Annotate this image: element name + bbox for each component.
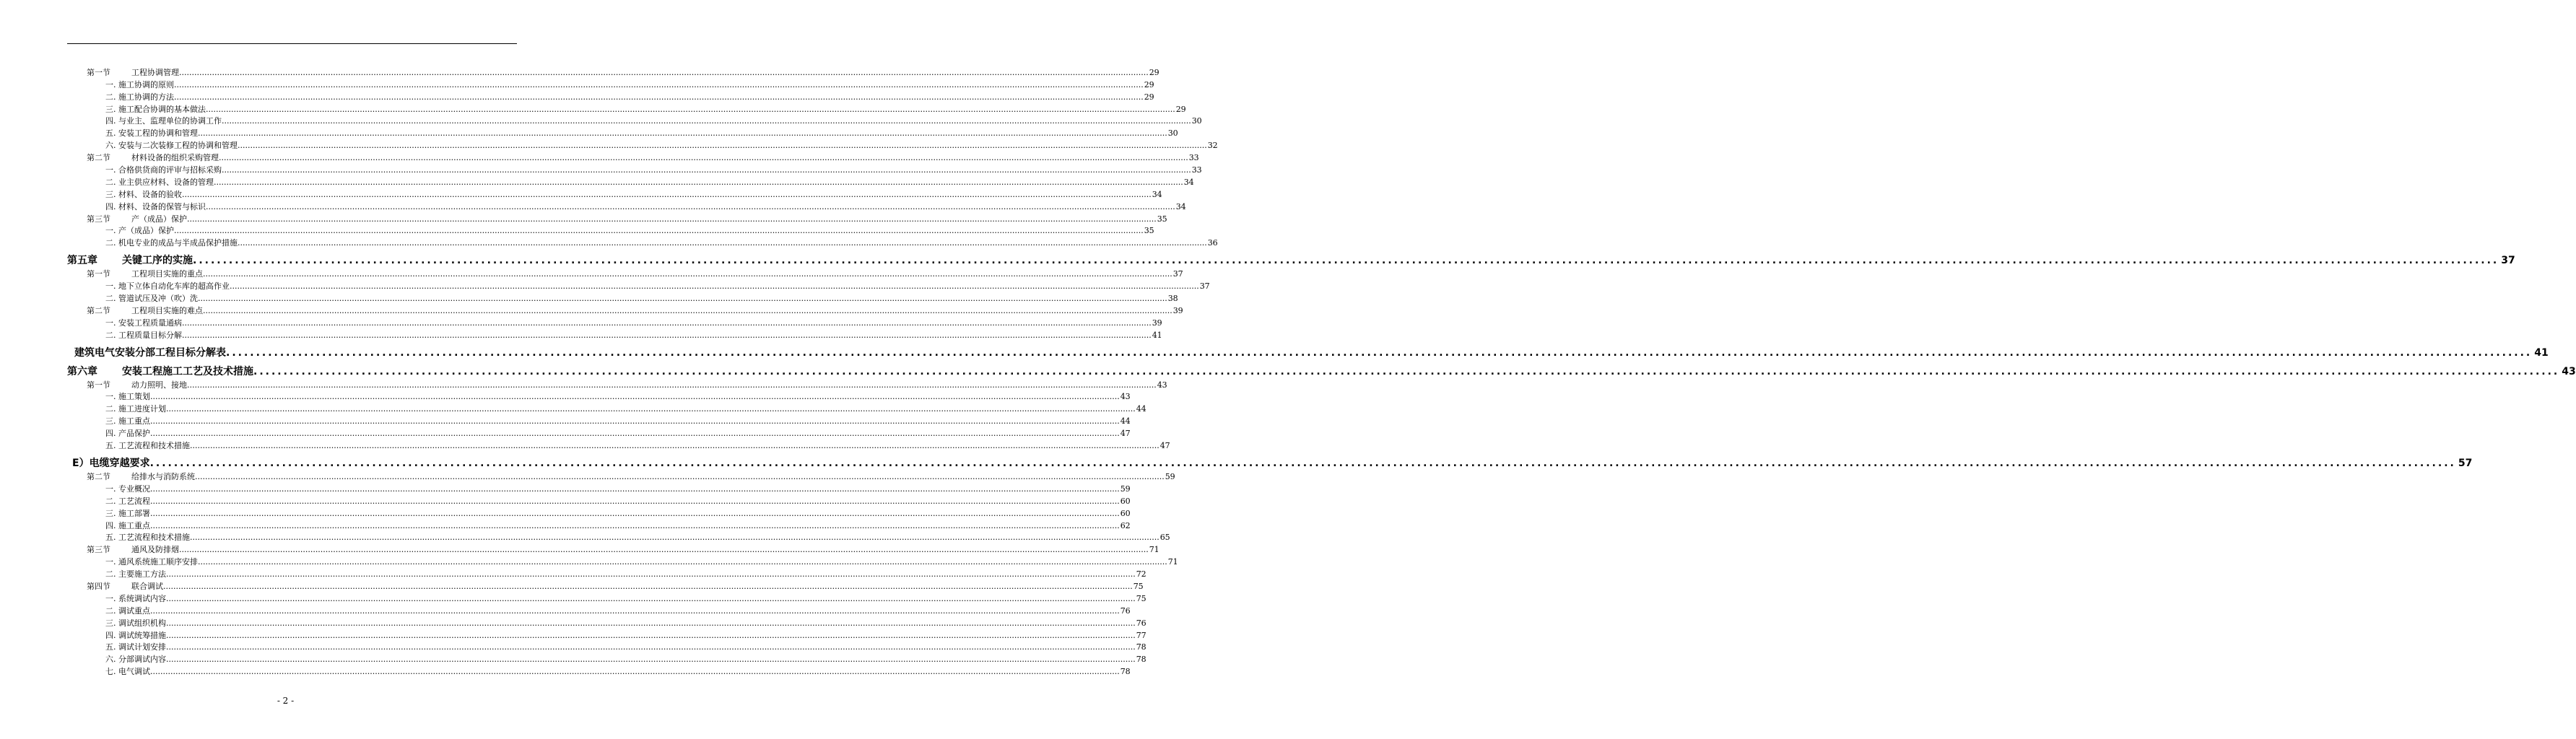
toc-page-number: 41	[2534, 346, 2549, 359]
leader-dots	[190, 441, 1159, 451]
leader-dots	[198, 128, 1167, 139]
toc-item[interactable]	[0, 139, 1218, 151]
toc-section[interactable]	[0, 304, 1183, 316]
toc-page-number: 33	[1188, 153, 1199, 163]
toc-entry-text	[105, 594, 166, 604]
toc-page-number: 44	[1120, 416, 1131, 427]
toc-title: 一. 专业概况	[105, 484, 150, 494]
toc-title: 四. 材料、设备的保管与标识	[105, 201, 206, 211]
toc-number: 第六章	[67, 365, 97, 377]
toc-page-number: 38	[1167, 294, 1178, 304]
toc-item[interactable]	[0, 439, 1170, 451]
toc-page-number: 62	[1120, 520, 1131, 530]
toc-item[interactable]	[0, 652, 1146, 665]
toc-item[interactable]	[0, 224, 1154, 237]
toc-entry-text	[105, 606, 150, 616]
toc-title: 二. 调试重点	[105, 605, 150, 616]
toc-entry-text	[105, 318, 182, 328]
toc-item[interactable]	[0, 555, 1178, 567]
toc-page-number: 43	[1157, 380, 1167, 390]
toc-page-number: 37	[1172, 269, 1183, 279]
toc-entry-text	[105, 557, 198, 567]
toc-title: 四. 调试统筹措施	[105, 630, 166, 640]
toc-entry-text	[105, 202, 206, 212]
leader-dots	[150, 521, 1120, 531]
toc-page-number: 43	[2562, 365, 2576, 377]
toc-item[interactable]	[0, 236, 1218, 248]
toc-entry-text	[105, 404, 166, 414]
toc-page-number: 36	[1207, 238, 1218, 248]
leader-dots	[150, 606, 1120, 616]
toc-item[interactable]	[0, 531, 1170, 543]
toc-section[interactable]	[0, 470, 1175, 482]
toc-entry-text	[105, 80, 174, 90]
toc-number: 第三节	[87, 545, 110, 555]
toc-page-number: 72	[1136, 569, 1146, 580]
leader-dots	[230, 281, 1199, 292]
toc-item[interactable]	[0, 427, 1131, 439]
toc-page-number: 30	[1167, 128, 1178, 139]
leader-dots	[150, 484, 1120, 494]
toc-item[interactable]	[0, 507, 1131, 519]
toc-entry-text	[105, 190, 182, 200]
toc-title: 一. 合格供货商的评审与招标采购	[105, 165, 222, 175]
toc-title: 六. 分部调试内容	[105, 655, 166, 665]
header-rule	[67, 43, 517, 44]
toc-entry-text	[87, 68, 179, 78]
leader-dots	[166, 642, 1136, 652]
toc-title: 四. 与业主、监理单位的协调工作	[105, 116, 222, 126]
toc-entry-text	[105, 281, 230, 292]
toc-entry-text	[105, 416, 150, 427]
toc-page-number: 75	[1133, 581, 1144, 591]
toc-chapter[interactable]	[0, 451, 2473, 470]
toc-entry-text	[87, 269, 203, 279]
toc-title: 工程项目实施的难点	[131, 305, 203, 315]
toc-title: 五. 工艺流程和技术措施	[105, 441, 190, 451]
toc-item[interactable]	[0, 519, 1131, 531]
leader-dots	[238, 141, 1207, 151]
toc-page-number: 47	[1120, 429, 1131, 439]
toc-page-number: 76	[1120, 605, 1131, 616]
toc-item[interactable]	[0, 390, 1131, 403]
toc-number: 第二节	[87, 153, 110, 163]
toc-entry-text	[67, 365, 253, 378]
toc-entry-text	[105, 497, 150, 507]
toc-page-number: 37	[2501, 255, 2515, 267]
leader-dots	[203, 306, 1172, 316]
leader-dots	[187, 214, 1157, 224]
toc-entry-text	[105, 238, 238, 248]
toc-entry-text	[105, 441, 190, 451]
toc-title: 二. 施工进度计划	[105, 404, 166, 414]
toc-title: 四. 施工重点	[105, 520, 150, 530]
toc-entry-text	[74, 346, 226, 359]
toc-chapter[interactable]	[0, 341, 2549, 359]
toc-page-number: 30	[1191, 116, 1202, 126]
leader-dots	[150, 416, 1120, 427]
toc-title: 三. 材料、设备的验收	[105, 189, 182, 199]
toc-title: 通风及防排烟	[131, 545, 179, 555]
toc-item[interactable]	[0, 279, 1210, 292]
toc-title: 产（成品）保护	[131, 214, 187, 224]
leader-dots	[166, 655, 1136, 665]
toc-title: 二. 施工协调的方法	[105, 92, 174, 102]
toc-item[interactable]	[0, 665, 1131, 677]
toc-entry-text	[105, 165, 222, 175]
toc-title: 联合调试	[131, 581, 163, 591]
toc-page-number: 71	[1149, 545, 1159, 555]
toc-title: 给排水与消防系统	[131, 471, 195, 481]
toc-page-number: 60	[1120, 508, 1131, 518]
leader-dots	[195, 472, 1165, 482]
toc-number: 第二节	[87, 471, 110, 481]
leader-dots	[206, 105, 1175, 115]
table-of-contents	[0, 66, 2576, 677]
toc-item[interactable]	[0, 200, 1186, 212]
leader-dots	[166, 631, 1136, 641]
toc-item[interactable]	[0, 126, 1178, 139]
leader-dots	[253, 365, 2559, 378]
toc-item[interactable]	[0, 482, 1131, 494]
toc-title: 一. 安装工程质量通病	[105, 318, 182, 328]
toc-title: 一. 通风系统施工顺序安排	[105, 557, 198, 567]
toc-entry-text	[105, 655, 166, 665]
toc-item[interactable]	[0, 175, 1194, 188]
toc-page-number: 35	[1144, 226, 1154, 236]
toc-entry-text	[87, 380, 187, 390]
toc-page-number: 59	[1165, 471, 1175, 481]
toc-title: 六. 安装与二次装修工程的协调和管理	[105, 141, 238, 151]
toc-title: 一. 产（成品）保护	[105, 226, 174, 236]
toc-item[interactable]	[0, 115, 1202, 127]
toc-page-number: 76	[1136, 618, 1146, 628]
toc-title: 二. 管道试压及冲（吹）洗	[105, 294, 198, 304]
toc-title: 安装工程施工工艺及技术措施	[122, 365, 253, 377]
toc-section[interactable]	[0, 543, 1159, 555]
toc-section[interactable]	[0, 212, 1167, 224]
leader-dots	[166, 618, 1136, 629]
leader-dots	[182, 318, 1152, 328]
leader-dots	[198, 294, 1167, 304]
toc-title: E）电缆穿越要求	[72, 458, 150, 470]
leader-dots	[179, 545, 1149, 555]
toc-title: 二. 主要施工方法	[105, 569, 166, 580]
toc-number: 第三节	[87, 214, 110, 224]
toc-entry-text	[105, 178, 214, 188]
toc-chapter[interactable]	[0, 248, 2515, 267]
toc-entry-text	[105, 667, 150, 677]
toc-entry-text	[87, 306, 203, 316]
toc-number: 第一节	[87, 380, 110, 390]
toc-entry-text	[105, 618, 166, 629]
toc-page-number: 39	[1152, 318, 1162, 328]
leader-dots	[166, 569, 1136, 580]
toc-page-number: 47	[1159, 441, 1170, 451]
toc-item[interactable]	[0, 316, 1162, 328]
toc-page-number: 37	[1199, 281, 1210, 292]
toc-page-number: 32	[1207, 141, 1218, 151]
toc-title: 五. 调试计划安排	[105, 642, 166, 652]
toc-title: 一. 地下立体自动化车库的超高作业	[105, 281, 230, 292]
toc-number: 第二节	[87, 305, 110, 315]
leader-dots	[174, 80, 1144, 90]
toc-item[interactable]	[0, 163, 1202, 175]
toc-entry-text	[105, 569, 166, 580]
toc-entry-text	[72, 457, 150, 470]
leader-dots	[222, 116, 1191, 126]
toc-title: 材料设备的组织采购管理	[131, 153, 219, 163]
toc-section[interactable]	[0, 151, 1199, 163]
toc-page-number: 60	[1120, 496, 1131, 506]
leader-dots	[190, 533, 1159, 543]
toc-page-number: 35	[1157, 214, 1167, 224]
leader-dots	[238, 238, 1207, 248]
leader-dots	[150, 497, 1120, 507]
leader-dots	[174, 92, 1144, 102]
toc-page-number: 78	[1120, 667, 1131, 677]
toc-title: 七. 电气调试	[105, 667, 150, 677]
toc-entry-text	[105, 429, 150, 439]
toc-entry-text	[105, 631, 166, 641]
toc-item[interactable]	[0, 641, 1146, 653]
toc-section[interactable]	[0, 267, 1183, 279]
toc-title: 二. 业主供应材料、设备的管理	[105, 177, 214, 187]
toc-page-number: 43	[1120, 392, 1131, 402]
toc-item[interactable]	[0, 188, 1162, 200]
toc-entry-text	[87, 472, 195, 482]
toc-page-number: 78	[1136, 655, 1146, 665]
toc-title: 五. 安装工程的协调和管理	[105, 128, 198, 139]
toc-entry-text	[105, 509, 150, 519]
toc-entry-text	[87, 545, 179, 555]
toc-entry-text	[87, 153, 219, 163]
toc-entry-text	[105, 116, 222, 126]
leader-dots	[219, 153, 1188, 163]
toc-title: 工程项目实施的重点	[131, 269, 203, 279]
toc-title: 五. 工艺流程和技术措施	[105, 533, 190, 543]
toc-page-number: 29	[1144, 79, 1154, 89]
leader-dots	[222, 165, 1191, 175]
toc-item[interactable]	[0, 292, 1178, 304]
toc-title: 三. 施工重点	[105, 416, 150, 427]
toc-title: 三. 施工部署	[105, 508, 150, 518]
toc-page-number: 65	[1159, 533, 1170, 543]
leader-dots	[203, 269, 1172, 279]
toc-page-number: 34	[1183, 177, 1194, 187]
toc-item[interactable]	[0, 78, 1154, 90]
toc-title: 二. 机电专业的成品与半成品保护措施	[105, 238, 238, 248]
toc-entry-text	[105, 521, 150, 531]
toc-title: 二. 工艺流程	[105, 496, 150, 506]
leader-dots	[187, 380, 1157, 390]
toc-chapter[interactable]	[0, 359, 2576, 378]
toc-number: 第一节	[87, 67, 110, 77]
leader-dots	[166, 594, 1136, 604]
toc-item[interactable]	[0, 592, 1146, 604]
toc-title: 一. 系统调试内容	[105, 593, 166, 603]
toc-page-number: 29	[1144, 92, 1154, 102]
toc-title: 建筑电气安装分部工程目标分解表	[74, 346, 226, 359]
page-number: - 2 -	[277, 696, 295, 706]
leader-dots	[150, 509, 1120, 519]
toc-section[interactable]	[0, 580, 1144, 592]
toc-page-number: 34	[1152, 189, 1162, 199]
toc-page-number: 39	[1172, 305, 1183, 315]
toc-title: 一. 施工协调的原则	[105, 79, 174, 89]
leader-dots	[163, 582, 1133, 592]
toc-item[interactable]	[0, 90, 1154, 102]
toc-entry-text	[105, 92, 174, 102]
toc-page-number: 44	[1136, 404, 1146, 414]
leader-dots	[182, 190, 1152, 200]
toc-title: 关键工序的实施	[122, 255, 193, 267]
leader-dots	[206, 202, 1175, 212]
toc-entry-text	[87, 214, 187, 224]
leader-dots	[150, 392, 1120, 402]
toc-item[interactable]	[0, 328, 1162, 341]
toc-entry-text	[105, 484, 150, 494]
toc-page-number: 59	[1120, 484, 1131, 494]
leader-dots	[198, 557, 1167, 567]
leader-dots	[193, 254, 2499, 267]
toc-item[interactable]	[0, 616, 1146, 629]
toc-page-number: 77	[1136, 630, 1146, 640]
toc-entry-text	[105, 392, 150, 402]
toc-page-number: 71	[1167, 557, 1178, 567]
toc-entry-text	[105, 226, 174, 236]
toc-title: 三. 施工配合协调的基本做法	[105, 104, 206, 114]
toc-page-number: 33	[1191, 165, 1202, 175]
toc-page-number: 41	[1152, 330, 1162, 340]
leader-dots	[182, 331, 1152, 341]
toc-entry-text	[87, 582, 163, 592]
toc-entry-text	[105, 141, 238, 151]
toc-item[interactable]	[0, 102, 1186, 115]
toc-section[interactable]	[0, 378, 1167, 390]
leader-dots	[166, 404, 1136, 414]
toc-entry-text	[105, 642, 166, 652]
leader-dots	[226, 346, 2532, 359]
toc-item[interactable]	[0, 494, 1131, 507]
toc-page-number: 29	[1175, 104, 1186, 114]
toc-section[interactable]	[0, 66, 1159, 78]
toc-title: 一. 施工策划	[105, 392, 150, 402]
toc-entry-text	[105, 533, 190, 543]
toc-page-number: 75	[1136, 593, 1146, 603]
toc-item[interactable]	[0, 604, 1131, 616]
toc-page-number: 34	[1175, 201, 1186, 211]
toc-number: 第四节	[87, 581, 110, 591]
toc-page-number: 78	[1136, 642, 1146, 652]
toc-entry-text	[105, 331, 182, 341]
leader-dots	[150, 429, 1120, 439]
toc-title: 四. 产品保护	[105, 429, 150, 439]
toc-item[interactable]	[0, 414, 1131, 427]
toc-item[interactable]	[0, 629, 1146, 641]
toc-title: 动力照明、接地	[131, 380, 187, 390]
toc-title: 三. 调试组织机构	[105, 618, 166, 628]
toc-page-number: 57	[2458, 458, 2473, 470]
toc-page-number: 29	[1149, 67, 1159, 77]
leader-dots	[150, 667, 1120, 677]
leader-dots	[174, 226, 1144, 236]
leader-dots	[179, 68, 1149, 78]
toc-title: 工程协调管理	[131, 67, 179, 77]
toc-number: 第一节	[87, 269, 110, 279]
toc-entry-text	[105, 294, 198, 304]
toc-title: 二. 工程质量目标分解	[105, 330, 182, 340]
leader-dots	[150, 457, 2456, 470]
toc-item[interactable]	[0, 567, 1146, 580]
toc-entry-text	[105, 105, 206, 115]
toc-entry-text	[105, 128, 198, 139]
toc-number: 第五章	[67, 255, 97, 267]
leader-dots	[214, 178, 1183, 188]
toc-entry-text	[67, 254, 193, 267]
toc-item[interactable]	[0, 402, 1146, 414]
